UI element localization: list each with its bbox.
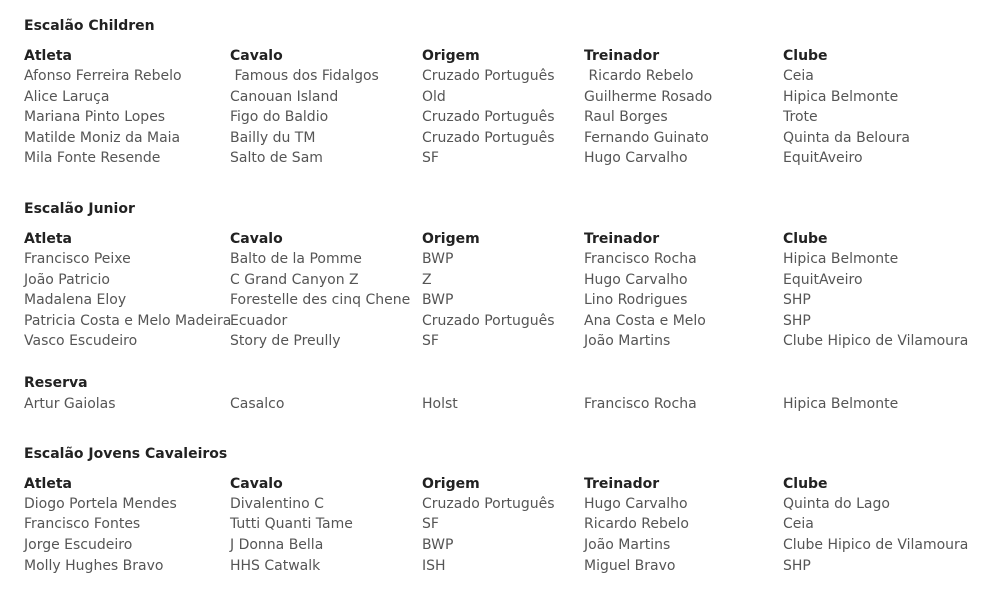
- cell-origem: Cruzado Português: [422, 68, 555, 84]
- cell-origem: SF: [422, 516, 439, 532]
- column-header-atleta: Atleta: [24, 231, 72, 247]
- cell-treinador: Francisco Rocha: [584, 396, 697, 412]
- cell-treinador: Ricardo Rebelo: [584, 68, 694, 84]
- cell-atleta: Madalena Eloy: [24, 292, 127, 308]
- cell-origem: SF: [422, 333, 439, 349]
- cell-origem: Cruzado Português: [422, 130, 555, 146]
- cell-treinador: Lino Rodrigues: [584, 292, 688, 308]
- cell-origem: Z: [422, 272, 432, 288]
- section-title-jovens-cavaleiros: Escalão Jovens Cavaleiros: [24, 446, 228, 462]
- cell-cavalo: Balto de la Pomme: [230, 251, 362, 267]
- column-header-origem: Origem: [422, 231, 480, 247]
- cell-clube: Ceia: [783, 68, 814, 84]
- cell-clube: Hipica Belmonte: [783, 396, 899, 412]
- cell-origem: Cruzado Português: [422, 313, 555, 329]
- cell-atleta: Alice Laruça: [24, 89, 110, 105]
- column-header-clube: Clube: [783, 476, 828, 492]
- table-row: [24, 556, 984, 576]
- table-header-jovens-cavaleiros: [24, 474, 984, 494]
- cell-treinador: Fernando Guinato: [584, 130, 709, 146]
- cell-clube: EquitAveiro: [783, 272, 863, 288]
- column-header-atleta: Atleta: [24, 476, 72, 492]
- column-header-cavalo: Cavalo: [230, 48, 283, 64]
- cell-treinador: João Martins: [584, 537, 671, 553]
- column-header-origem: Origem: [422, 48, 480, 64]
- cell-atleta: Patricia Costa e Melo Madeira: [24, 313, 232, 329]
- cell-treinador: Miguel Bravo: [584, 558, 676, 574]
- cell-treinador: Francisco Rocha: [584, 251, 697, 267]
- cell-clube: SHP: [783, 292, 811, 308]
- table-row: [24, 66, 984, 86]
- cell-origem: Cruzado Português: [422, 109, 555, 125]
- cell-cavalo: Forestelle des cinq Chene: [230, 292, 411, 308]
- cell-origem: Holst: [422, 396, 458, 412]
- table-row: [24, 107, 984, 127]
- table-row: [24, 394, 984, 414]
- column-header-atleta: Atleta: [24, 48, 72, 64]
- cell-cavalo: C Grand Canyon Z: [230, 272, 359, 288]
- table-row: [24, 535, 984, 555]
- cell-origem: BWP: [422, 292, 454, 308]
- cell-clube: Hipica Belmonte: [783, 251, 899, 267]
- cell-treinador: Hugo Carvalho: [584, 496, 688, 512]
- cell-cavalo: Salto de Sam: [230, 150, 323, 166]
- cell-atleta: Molly Hughes Bravo: [24, 558, 164, 574]
- reserve-header: [24, 373, 984, 393]
- cell-origem: SF: [422, 150, 439, 166]
- table-row: [24, 270, 984, 290]
- cell-treinador: Ricardo Rebelo: [584, 516, 689, 532]
- section-title-children: Escalão Children: [24, 18, 155, 34]
- cell-cavalo: Divalentino C: [230, 496, 324, 512]
- cell-cavalo: Ecuador: [230, 313, 288, 329]
- column-header-clube: Clube: [783, 48, 828, 64]
- cell-clube: SHP: [783, 313, 811, 329]
- cell-atleta: Mila Fonte Resende: [24, 150, 161, 166]
- column-header-treinador: Treinador: [584, 476, 660, 492]
- cell-origem: BWP: [422, 537, 454, 553]
- cell-atleta: Vasco Escudeiro: [24, 333, 138, 349]
- table-row: [24, 494, 984, 514]
- column-header-cavalo: Cavalo: [230, 231, 283, 247]
- column-header-cavalo: Cavalo: [230, 476, 283, 492]
- cell-clube: Trote: [783, 109, 818, 125]
- cell-atleta: Artur Gaiolas: [24, 396, 116, 412]
- cell-origem: ISH: [422, 558, 446, 574]
- column-header-origem: Origem: [422, 476, 480, 492]
- cell-treinador: Guilherme Rosado: [584, 89, 713, 105]
- cell-cavalo: HHS Catwalk: [230, 558, 321, 574]
- cell-clube: Clube Hipico de Vilamoura: [783, 537, 969, 553]
- cell-treinador: Hugo Carvalho: [584, 150, 688, 166]
- cell-atleta: Afonso Ferreira Rebelo: [24, 68, 182, 84]
- cell-atleta: Francisco Fontes: [24, 516, 141, 532]
- cell-atleta: João Patricio: [24, 272, 110, 288]
- cell-origem: Old: [422, 89, 446, 105]
- cell-treinador: Raul Borges: [584, 109, 668, 125]
- table-row: [24, 87, 984, 107]
- reserve-label: Reserva: [24, 375, 88, 391]
- cell-cavalo: Casalco: [230, 396, 285, 412]
- cell-atleta: Jorge Escudeiro: [24, 537, 133, 553]
- column-header-treinador: Treinador: [584, 48, 660, 64]
- cell-cavalo: Famous dos Fidalgos: [230, 68, 379, 84]
- cell-clube: Quinta da Beloura: [783, 130, 910, 146]
- table-header-junior: [24, 229, 984, 249]
- cell-clube: Quinta do Lago: [783, 496, 890, 512]
- cell-cavalo: Story de Preully: [230, 333, 341, 349]
- cell-atleta: Mariana Pinto Lopes: [24, 109, 166, 125]
- cell-cavalo: Bailly du TM: [230, 130, 316, 146]
- cell-atleta: Diogo Portela Mendes: [24, 496, 177, 512]
- cell-cavalo: Tutti Quanti Tame: [230, 516, 353, 532]
- cell-clube: EquitAveiro: [783, 150, 863, 166]
- table-row: [24, 148, 984, 168]
- table-row: [24, 249, 984, 269]
- cell-cavalo: Figo do Baldio: [230, 109, 329, 125]
- table-row: [24, 514, 984, 534]
- cell-treinador: Ana Costa e Melo: [584, 313, 706, 329]
- cell-atleta: Francisco Peixe: [24, 251, 131, 267]
- table-row: [24, 331, 984, 351]
- table-row: [24, 311, 984, 331]
- cell-clube: Clube Hipico de Vilamoura: [783, 333, 969, 349]
- section-title-junior: Escalão Junior: [24, 201, 135, 217]
- cell-origem: BWP: [422, 251, 454, 267]
- table-row: [24, 128, 984, 148]
- cell-cavalo: Canouan Island: [230, 89, 339, 105]
- cell-cavalo: J Donna Bella: [230, 537, 324, 553]
- cell-clube: Ceia: [783, 516, 814, 532]
- cell-treinador: Hugo Carvalho: [584, 272, 688, 288]
- cell-clube: SHP: [783, 558, 811, 574]
- cell-atleta: Matilde Moniz da Maia: [24, 130, 181, 146]
- column-header-treinador: Treinador: [584, 231, 660, 247]
- table-header-children: [24, 46, 984, 66]
- cell-origem: Cruzado Português: [422, 496, 555, 512]
- table-row: [24, 290, 984, 310]
- cell-treinador: João Martins: [584, 333, 671, 349]
- column-header-clube: Clube: [783, 231, 828, 247]
- cell-clube: Hipica Belmonte: [783, 89, 899, 105]
